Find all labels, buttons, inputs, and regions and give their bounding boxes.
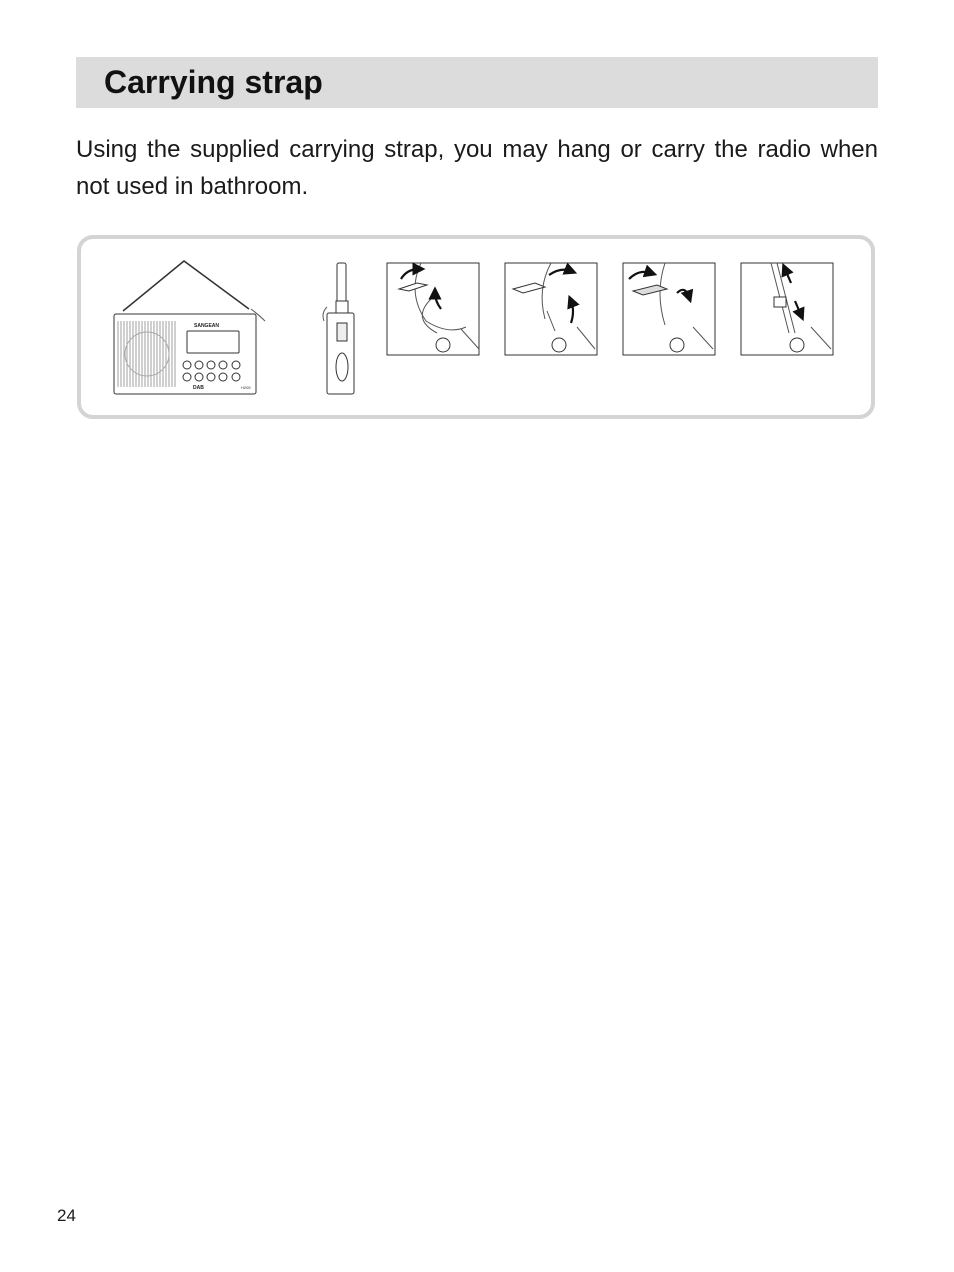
- section-heading-band: [76, 57, 878, 108]
- page-number: 24: [57, 1206, 76, 1225]
- strap-step-2-panel: [505, 263, 597, 355]
- radio-side-view: [323, 263, 354, 394]
- strap-step-1-panel: [387, 263, 479, 355]
- strap-illustration: [81, 239, 871, 415]
- strap-step-4-panel: [741, 263, 833, 355]
- instruction-paragraph: Using the supplied carrying strap, you may hang or carry the radio when not used in bathroom.: [76, 136, 878, 200]
- section-title: Carrying strap: [104, 64, 323, 100]
- radio-front-view: [114, 261, 265, 394]
- radio-marks-label: DAB: [193, 385, 204, 391]
- strap-illustration-frame: [77, 235, 875, 419]
- radio-brand-label: SANGEAN: [194, 323, 220, 329]
- radio-model-label: H205: [241, 385, 251, 390]
- strap-step-3-panel: [623, 263, 715, 355]
- carrying-strap-drawing: [123, 261, 249, 311]
